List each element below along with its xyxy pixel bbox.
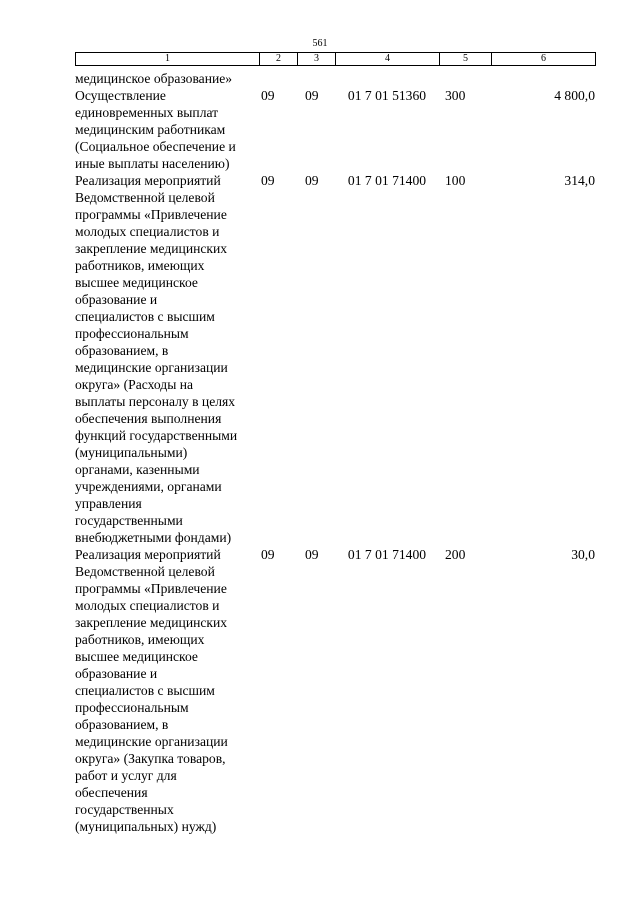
row-expense-type: 200 bbox=[445, 547, 466, 562]
row-subsection: 09 bbox=[305, 547, 319, 562]
row-amount bbox=[491, 70, 595, 87]
row-name: медицинское образование» bbox=[75, 71, 233, 86]
row-section: 09 bbox=[261, 88, 275, 103]
row-section bbox=[259, 70, 297, 87]
column-number-3: 3 bbox=[298, 53, 336, 66]
column-number-1: 1 bbox=[76, 53, 260, 66]
budget-table bbox=[75, 70, 595, 835]
row-subsection: 09 bbox=[305, 173, 319, 188]
row-target-article: 01 7 01 71400 bbox=[347, 547, 427, 562]
column-number-header bbox=[75, 52, 596, 66]
table-row bbox=[75, 546, 595, 835]
table-row bbox=[75, 87, 595, 172]
row-section: 09 bbox=[261, 547, 275, 562]
row-expense-type: 100 bbox=[445, 173, 466, 188]
row-expense-type bbox=[439, 70, 491, 87]
column-number-row bbox=[76, 53, 596, 66]
row-target-article bbox=[335, 70, 439, 87]
column-number-5: 5 bbox=[440, 53, 492, 66]
table-row bbox=[75, 172, 595, 546]
table-row bbox=[75, 70, 595, 87]
row-name: Осуществление единовременных выплат медицинским работникам (Социальное обеспечение и иные выплаты населению) bbox=[75, 88, 236, 171]
row-target-article: 01 7 01 51360 bbox=[347, 88, 427, 103]
column-number-4: 4 bbox=[336, 53, 440, 66]
row-name: Реализация мероприятий Ведомственной целевой программы «Привлечение молодых специалистов и закрепление медицинских работников, имеющих высшее медицинское образование и специалистов с высшим профессиональным образованием, в медицинские организации округа» (Закупка товаров, работ и услуг для обеспечения государственных (муниципальных) нужд) bbox=[75, 547, 228, 834]
row-section: 09 bbox=[261, 173, 275, 188]
row-subsection bbox=[297, 70, 335, 87]
column-number-6: 6 bbox=[492, 53, 596, 66]
row-subsection: 09 bbox=[305, 88, 319, 103]
row-expense-type: 300 bbox=[445, 88, 466, 103]
column-number-2: 2 bbox=[260, 53, 298, 66]
row-amount: 4 800,0 bbox=[554, 88, 595, 103]
row-name: Реализация мероприятий Ведомственной целевой программы «Привлечение молодых специалистов и закрепление медицинских работников, имеющих высшее медицинское образование и специалистов с высшим профессиональным образованием, в медицинские организации округа» (Расходы на выплаты персоналу в целях обеспечения выполнения функций государственными (муниципальными) органами, казенными учреждениями, органами управления государственными внебюджетными фондами) bbox=[75, 173, 238, 545]
row-target-article: 01 7 01 71400 bbox=[347, 173, 427, 188]
row-amount: 314,0 bbox=[564, 173, 595, 188]
row-amount: 30,0 bbox=[571, 547, 595, 562]
page-number: 561 bbox=[312, 38, 328, 49]
